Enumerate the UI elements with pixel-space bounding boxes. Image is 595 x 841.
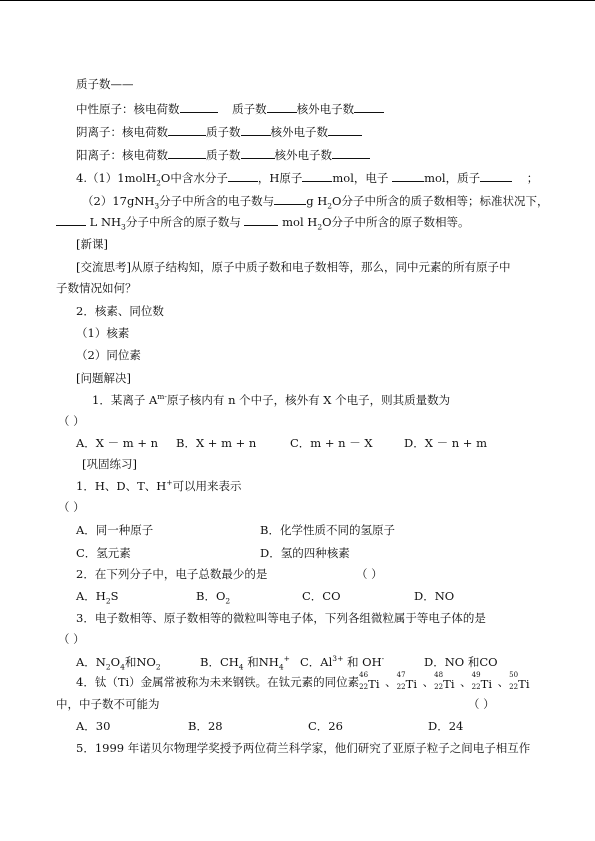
practice-q1: 1．H、D、T、H+可以用来表示 [76, 478, 242, 493]
blank [241, 147, 275, 159]
blank [392, 170, 424, 182]
practice-q4-option-c: C．26 [308, 719, 343, 733]
practice-q4-option-b: B．28 [188, 719, 223, 733]
isotope-ti-50: 50 22 Ti [509, 671, 530, 691]
practice-q1-answer-paren: （ ） [58, 500, 85, 514]
question-4-part-1: 4.（1）1molH$_2$O中含水分子 ，H原子 mol，电子 mol，质子 ； [76, 171, 539, 188]
practice-q2: 2．在下列分子中，电子总数最少的是 [76, 567, 268, 581]
practice-q3-option-b: B．$CH_4$ 和$NH_4^+$ [200, 654, 290, 672]
problem-q1-option-b: B．X + m + n [176, 436, 257, 450]
isotope-ti-48: 48 22 Ti [434, 671, 455, 691]
practice-q3-option-c: C．$Al^{3+}$ 和 OH- [300, 654, 385, 669]
discussion-line-2: 子数情况如何？ [56, 281, 137, 295]
practice-q1-option-b: B．化学性质不同的氢原子 [260, 523, 395, 537]
isotope-ti-46: 46 22 Ti [359, 671, 380, 691]
problem-q1-option-a: A．X － m + n [76, 436, 159, 450]
neutral-atom-line: 中性原子：核电荷数 质子数 核外电子数 [76, 101, 384, 116]
blank [56, 214, 86, 226]
section-2-heading: 2．核素、同位数 [76, 304, 164, 318]
practice-q3-answer-paren: （ ） [58, 632, 85, 646]
blank [274, 193, 306, 205]
problem-q1-answer-paren: （ ） [58, 414, 85, 428]
anion-line: 阴离子：核电荷数 质子数 核外电子数 [76, 124, 362, 139]
blank [332, 147, 370, 159]
blank [267, 101, 297, 113]
isotope-ti-47: 47 22 Ti [396, 671, 418, 691]
problem-q1-option-c: C．m + n － X [290, 436, 373, 450]
practice-q4-answer-paren: （ ） [468, 697, 495, 711]
practice-q2-answer-paren: （ ） [356, 567, 383, 581]
blank [180, 101, 218, 113]
practice-heading: [巩固练习] [82, 457, 137, 471]
isotope-ti-49: 49 22 Ti [471, 671, 493, 691]
practice-q2-option-d: D．NO [414, 589, 455, 603]
practice-q3: 3．电子数相等、原子数相等的微粒叫等电子体，下列各组微粒属于等电子体的是 [76, 611, 486, 625]
blank [302, 170, 332, 182]
subsection-isotope: （2）同位素 [76, 348, 141, 362]
blank [480, 170, 512, 182]
proton-count-line: 质子数—— [76, 77, 134, 91]
practice-q4-continued: 中，中子数不可能为 [56, 697, 160, 711]
blank [244, 214, 278, 226]
top-border-line [0, 0, 595, 1]
question-4-part-3: L $NH_3$分子中所含的原子数与 mol $H_2O$分子中所含的原子数相等。 [56, 214, 470, 229]
practice-q3-option-d: D．NO 和CO [424, 655, 498, 669]
practice-q2-option-b: B．$O_2$ [196, 589, 231, 606]
problem-q1-option-d: D．X － n + m [404, 436, 487, 450]
problem-solving-heading: [问题解决] [76, 371, 131, 385]
practice-q3-option-a: A．$N_2O_4$和$NO_2$ [76, 655, 161, 672]
blank [228, 170, 258, 182]
question-4-part-2: （2）17gNH$_3$分子中所含的电子数与 g $H_2O$分子中所含的质子数相等；标准状况下， [82, 194, 549, 211]
discussion-line-1: [交流思考]从原子结构知，原子中质子数和电子数相等，那么，同中元素的所有原子中 [76, 260, 511, 274]
practice-q5: 5．1999 年诺贝尔物理学奖授予两位荷兰科学家，他们研究了亚原子粒子之间电子相互作 [76, 741, 531, 755]
practice-q1-option-c: C．氢元素 [76, 546, 131, 560]
practice-q1-option-d: D．氢的四种核素 [260, 546, 350, 560]
blank [354, 101, 384, 113]
blank [328, 124, 362, 136]
blank [168, 124, 206, 136]
problem-q1: 1．某离子 $A^{m-}$原子核内有 n 个中子，核外有 X 个电子，则其质量数为 [92, 392, 451, 407]
subsection-nuclide: （1）核素 [76, 326, 130, 340]
practice-q1-option-a: A．同一种原子 [76, 523, 154, 537]
practice-q4-option-a: A．30 [76, 719, 111, 733]
cation-line: 阳离子：核电荷数 质子数 核外电子数 [76, 147, 370, 162]
practice-q2-option-c: C．CO [302, 589, 341, 603]
blank [168, 147, 206, 159]
practice-q4-option-d: D．24 [428, 719, 464, 733]
practice-q2-option-a: A．$H_2S$ [76, 589, 119, 606]
new-lesson-heading: [新课] [76, 237, 108, 251]
blank [241, 124, 271, 136]
practice-q4: 4．钛（Ti）金属常被称为未来钢铁。在钛元素的同位素 46 22 Ti 、 47 22 Ti 、 48 22 Ti 、 49 22 Ti 、 50 22 Ti [76, 675, 535, 691]
